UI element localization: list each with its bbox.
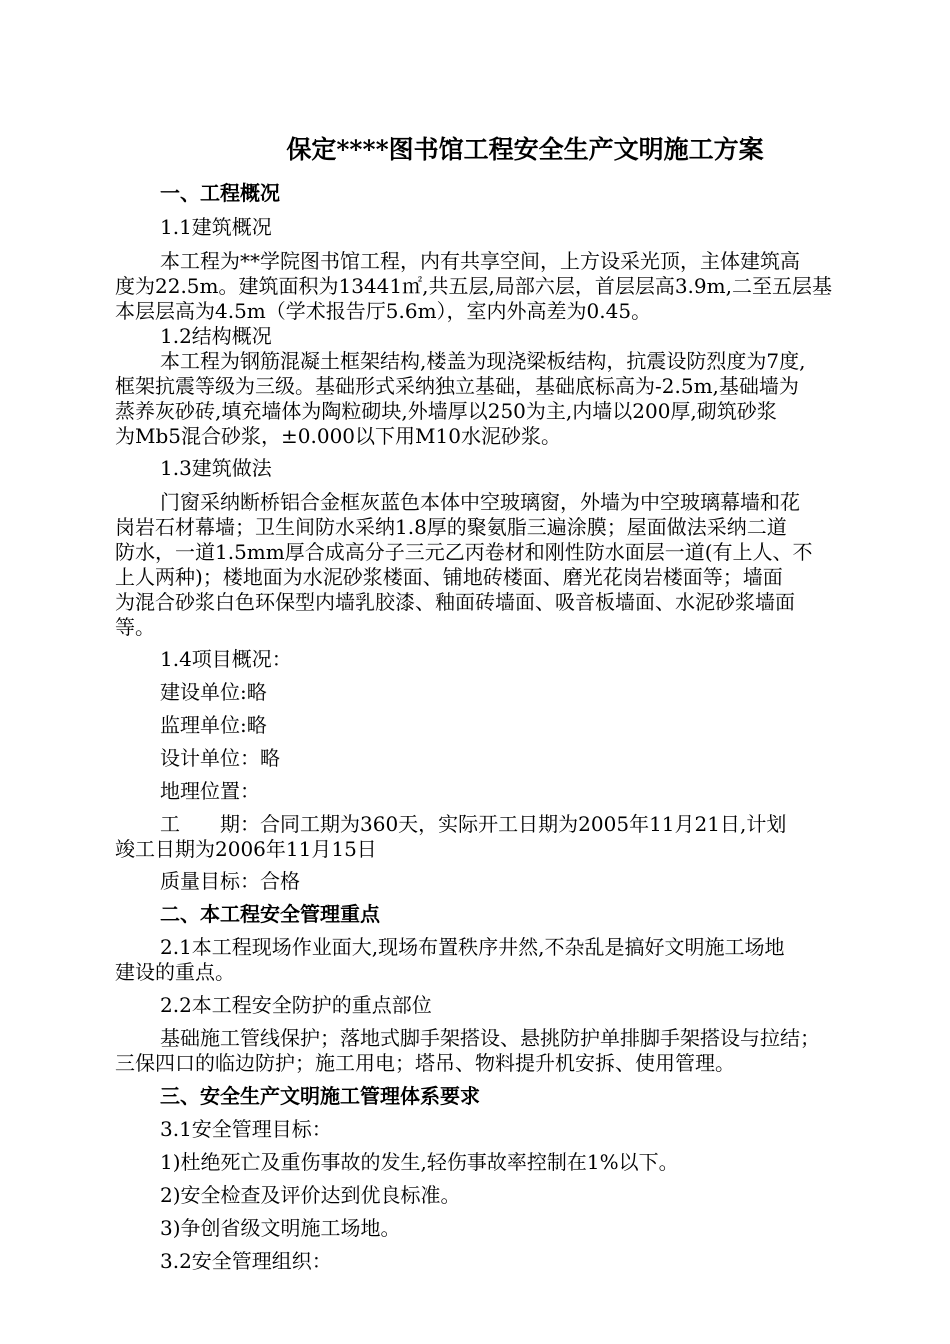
paragraph-line: 为混合砂浆白色环保型内墙乳胶漆、釉面砖墙面、吸音板墙面、水泥砂浆墙面 [115,590,795,614]
info-line: 设计单位：略 [160,746,280,770]
paragraph-line: 为Mb5混合砂浆，±0.000以下用M10水泥砂浆。 [115,424,561,448]
paragraph-line: 建设的重点。 [115,960,235,984]
subsection-heading: 3.1安全管理目标： [160,1117,332,1141]
subsection-heading: 1.4项目概况： [160,647,292,671]
paragraph-line: 本工程为**学院图书馆工程，内有共享空间，上方设采光顶，主体建筑高 [160,249,800,273]
subsection-heading: 2.2本工程安全防护的重点部位 [160,993,432,1017]
section-heading-1: 一、工程概况 [160,181,280,205]
section-heading-3: 三、安全生产文明施工管理体系要求 [160,1084,480,1108]
paragraph-line: 本层层高为4.5m（学术报告厅5.6m），室内外高差为0.45。 [115,299,652,323]
paragraph-line: 三保四口的临边防护；施工用电；塔吊、物料提升机安拆、使用管理。 [115,1051,735,1075]
list-item: 3)争创省级文明施工场地。 [160,1216,401,1240]
paragraph-line: 蒸养灰砂砖,填充墙体为陶粒砌块,外墙厚以250为主,内墙以200厚,砌筑砂浆 [115,399,777,423]
info-line: 质量目标：合格 [160,869,300,893]
info-line: 竣工日期为2006年11月15日 [115,837,377,861]
paragraph-line: 上人两种)；楼地面为水泥砂浆楼面、铺地砖楼面、磨光花岗岩楼面等；墙面 [115,565,783,589]
document-title: 保定****图书馆工程安全生产文明施工方案 [286,135,764,164]
paragraph-line: 基础施工管线保护；落地式脚手架搭设、悬挑防护单排脚手架搭设与拉结； [160,1026,820,1050]
subsection-heading: 1.1建筑概况 [160,215,272,239]
paragraph-line: 门窗采纳断桥铝合金框灰蓝色本体中空玻璃窗，外墙为中空玻璃幕墙和花 [160,490,800,514]
paragraph-line: 防水，一道1.5mm厚合成高分子三元乙丙卷材和刚性防水面层一道(有上人、不 [115,540,813,564]
section-heading-2: 二、本工程安全管理重点 [160,902,380,926]
paragraph-line: 等。 [115,615,155,639]
info-line: 建设单位:略 [160,680,267,704]
subsection-heading: 3.2安全管理组织： [160,1249,332,1273]
list-item: 2)安全检查及评价达到优良标准。 [160,1183,461,1207]
info-line: 监理单位:略 [160,713,267,737]
paragraph-line: 本工程为钢筋混凝土框架结构,楼盖为现浇梁板结构，抗震设防烈度为7度, [160,349,806,373]
info-line: 地理位置： [160,779,260,803]
paragraph-line: 2.1本工程现场作业面大,现场布置秩序井然,不杂乱是搞好文明施工场地 [160,935,785,959]
paragraph-line: 框架抗震等级为三级。基础形式采纳独立基础，基础底标高为-2.5m,基础墙为 [115,374,799,398]
list-item: 1)杜绝死亡及重伤事故的发生,轻伤事故率控制在1%以下。 [160,1150,679,1174]
paragraph-line: 度为22.5m。建筑面积为13441㎡,共五层,局部六层，首层层高3.9m,二至五层基 [115,274,832,298]
subsection-heading: 1.2结构概况 [160,324,272,348]
info-line: 工 期：合同工期为360天，实际开工日期为2005年11月21日,计划 [160,812,787,836]
paragraph-line: 岗岩石材幕墙；卫生间防水采纳1.8厚的聚氨脂三遍涂膜；屋面做法采纳二道 [115,515,787,539]
subsection-heading: 1.3建筑做法 [160,456,272,480]
